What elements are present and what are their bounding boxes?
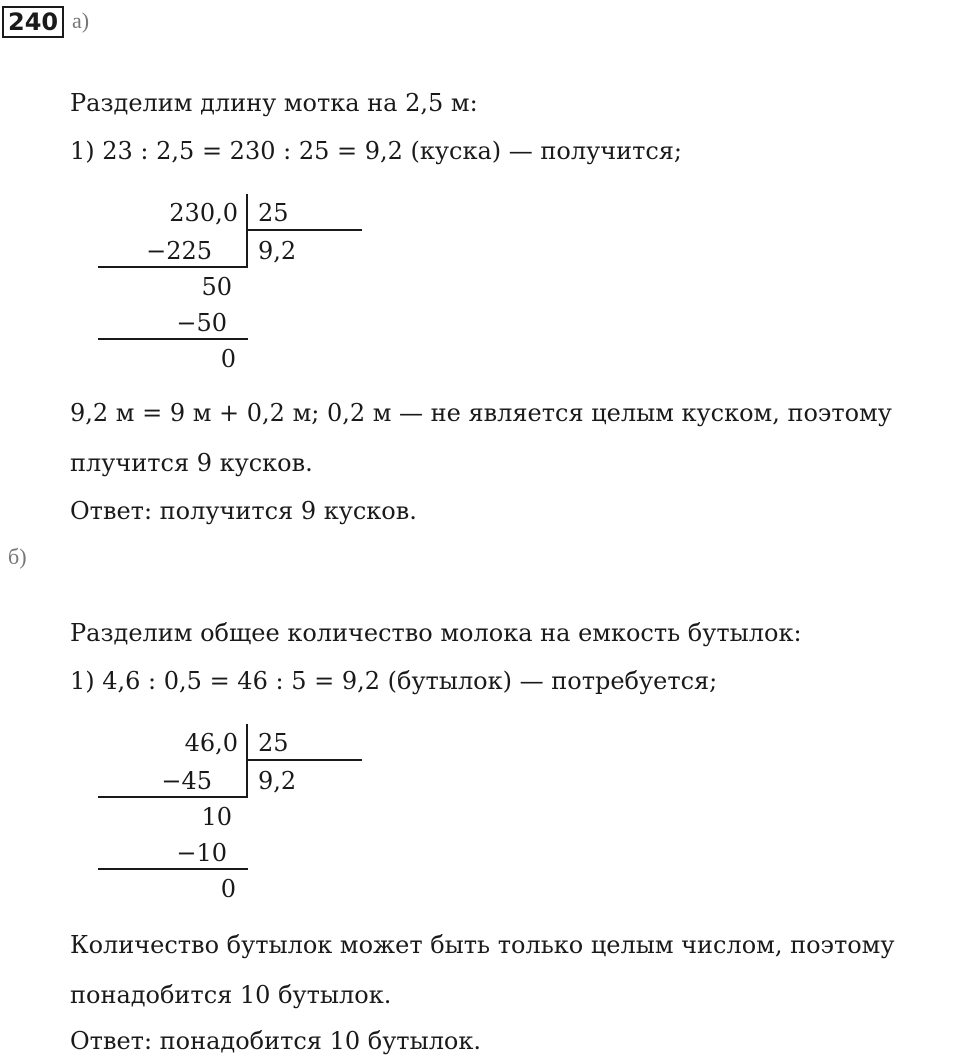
dividend: 230,0 bbox=[169, 199, 238, 227]
part-a-step1: 1) 23 : 2,5 = 230 : 25 = 9,2 (куска) — получится; bbox=[70, 137, 683, 165]
remainder-2: 0 bbox=[220, 875, 236, 903]
part-b-intro: Разделим общее количество молока на емкость бутылок: bbox=[70, 619, 802, 647]
dividend: 46,0 bbox=[184, 729, 238, 757]
remainder-1: 10 bbox=[201, 803, 232, 831]
subtrahend-2: −50 bbox=[176, 309, 227, 337]
divisor-underline bbox=[246, 759, 362, 761]
subtraction-line-1 bbox=[98, 796, 248, 798]
subtrahend-1: −225 bbox=[146, 237, 212, 265]
part-a-explanation-line2: плучится 9 кусков. bbox=[70, 449, 313, 477]
part-a-answer: Ответ: получится 9 кусков. bbox=[70, 497, 417, 525]
part-a-explanation-line1: 9,2 м = 9 м + 0,2 м; 0,2 м — не является целым куском, поэтому bbox=[70, 399, 892, 427]
subtraction-line-2 bbox=[98, 338, 248, 340]
part-b-label: б) bbox=[8, 544, 27, 569]
part-b-step1: 1) 4,6 : 0,5 = 46 : 5 = 9,2 (бутылок) — потребуется; bbox=[70, 667, 718, 695]
part-a-label: а) bbox=[72, 8, 90, 33]
part-a-intro: Разделим длину мотка на 2,5 м: bbox=[70, 89, 478, 117]
subtraction-line-1 bbox=[98, 266, 248, 268]
subtraction-line-2 bbox=[98, 868, 248, 870]
divisor: 25 bbox=[258, 729, 289, 757]
quotient: 9,2 bbox=[258, 237, 297, 265]
divisor: 25 bbox=[258, 199, 289, 227]
part-b-answer: Ответ: понадобится 10 бутылок. bbox=[70, 1027, 482, 1055]
problem-number: 240 bbox=[2, 6, 64, 38]
part-b-explanation-line2: понадобится 10 бутылок. bbox=[70, 981, 392, 1009]
quotient: 9,2 bbox=[258, 767, 297, 795]
subtrahend-1: −45 bbox=[161, 767, 212, 795]
remainder-2: 0 bbox=[220, 345, 236, 373]
remainder-1: 50 bbox=[201, 273, 232, 301]
subtrahend-2: −10 bbox=[176, 839, 227, 867]
part-b-explanation-line1: Количество бутылок может быть только целым числом, поэтому bbox=[70, 931, 895, 959]
divisor-underline bbox=[246, 229, 362, 231]
